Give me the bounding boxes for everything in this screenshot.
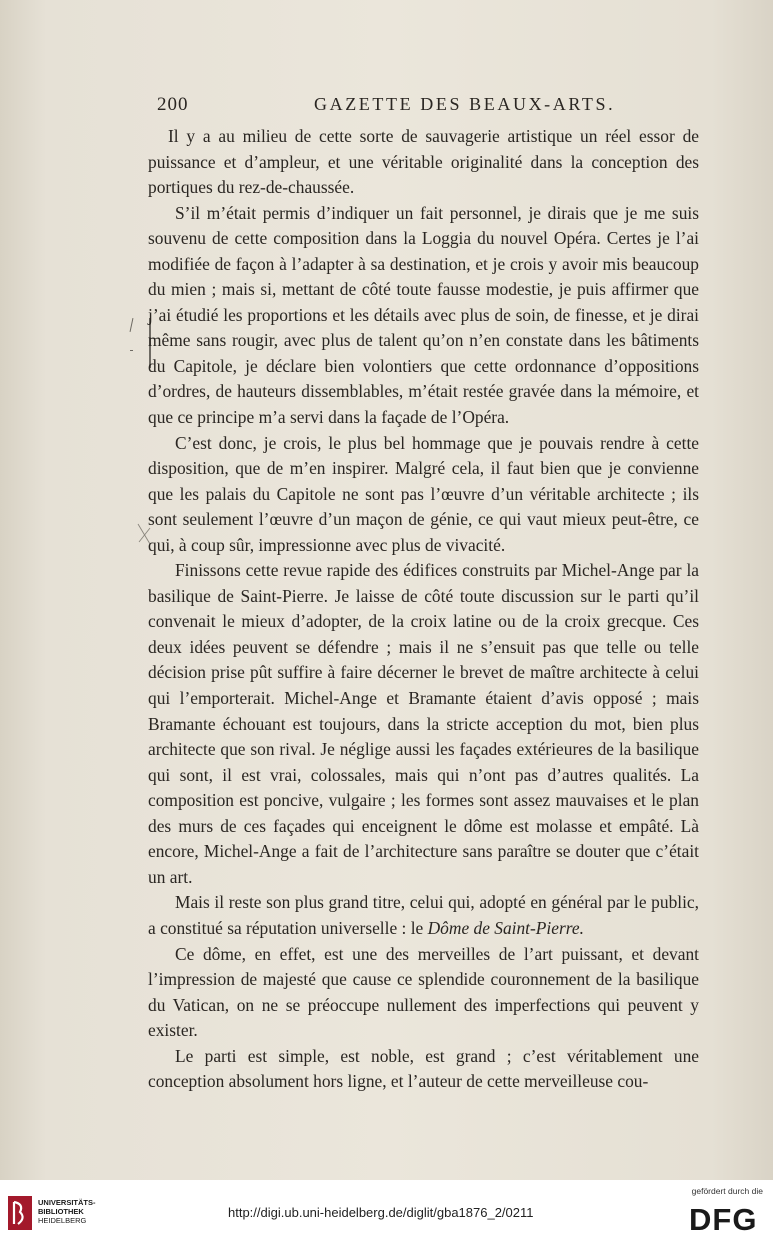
paragraph [148,890,699,941]
paragraph-text: Mais il reste son plus grand titre, celui qui, adopté en général par le public, a constitué sa réputation universelle : le [148,892,699,938]
paragraph: C’est donc, je crois, le plus bel hommage que je pouvais rendre à cette disposition, que de m’en inspirer. Malgré cela, il faut bien que je convienne que les palais du Capitole ne sont pas l’œuvre d’un véritable architecte ; ils sont seulement l’œuvre d’un maçon de génie, ce qui vaut mieux peut-être, ce qui, à coup sûr, impressionne avec plus de vivacité. [148,432,699,555]
body-text [148,124,699,1095]
paragraph: Ce dôme, en effet, est une des merveilles de l’art puissant, et devant l’impression de majesté que cause ce splendide couronnement de la basilique du Vatican, on ne se préoccupe nullement des imperfections qui peuvent y exister. [148,943,699,1041]
paragraph: Le parti est simple, est noble, est grand ; c’est véritablement une conception absolument hors ligne, et l’auteur de cette merveilleuse cou- [148,1045,699,1092]
paragraph: Finissons cette revue rapide des édifices construits par Michel-Ange par la basilique de Saint-Pierre. Je laisse de côté toute discussion sur le parti qu’il convenait le mieux d’adopter, de la croix latine ou de la croix grecque. Ces deux idées peuvent se défendre ; mais il ne s’ensuit pas que telle ou telle décision prise pût suffire à faire décerner le brevet de maître architecte à celui qui l’emporterait. Michel-Ange et Bramante étaient d’avis opposé ; mais Bramante échouant est toujours, dans la stricte acception du mot, bien plus architecte que son rival. Je néglige aussi les façades extérieures de la basilique qui sont, il est vrai, colossales, mais qui n’ont pas d’autres qualités. La composition est poncive, vulgaire ; les formes sont assez mauvaises et le plan des murs de ces façades qui enceignent le dôme est molasse et empâté. Là encore, Michel-Ange a fait de l’architecture sans paraître se douter que c’était un art. [148,560,699,887]
library-name-line: HEIDELBERG [38,1216,87,1225]
university-library-logo [8,1196,32,1230]
university-library-name [38,1198,96,1225]
funded-by-label: gefördert durch die [691,1186,763,1196]
dfg-logo [689,1200,763,1236]
margin-tick-mark [130,318,134,332]
page-number: 200 [157,94,189,115]
permalink-url[interactable]: http://digi.ub.uni-heidelberg.de/diglit/gba1876_2/0211 [228,1205,534,1220]
library-name-line: BIBLIOTHEK [38,1207,84,1216]
running-title: GAZETTE DES BEAUX-ARTS. [314,94,616,114]
paragraph: S’il m’était permis d’indiquer un fait personnel, je dirais que je me suis souvenu de cette composition dans la Loggia du nouvel Opéra. Certes je l’ai modifiée de façon à l’adapter à sa destination, et je crois y avoir mis beaucoup du mien ; mais si, mettant de côté toute fausse modestie, je puis affirmer que j’ai étudié les proportions et les détails avec plus de soin, de finesse, et je dirai même sans rougir, avec plus de talent qu’on n’en constate dans les bâtiments du Capitole, je déclare bien volontiers que cette ordonnance d’oppositions d’ordres, de hauteurs dissemblables, m’était restée gravée dans la mémoire, et que ce principe m’a servi dans la façade de l’Opéra. [148,202,699,428]
italic-title: Dôme de Saint-Pierre. [427,917,584,938]
paragraph: Il y a au milieu de cette sorte de sauvagerie artistique un réel essor de puissance et d’ampleur, et une véritable originalité dans la conception des portiques du rez-de-chaussée. [148,126,699,198]
page-header [0,94,773,118]
library-name-line: UNIVERSITÄTS- [38,1198,96,1207]
dfg-logo-text: DFG [689,1202,758,1236]
margin-dot-mark [130,350,133,351]
digitization-footer [0,1180,773,1245]
